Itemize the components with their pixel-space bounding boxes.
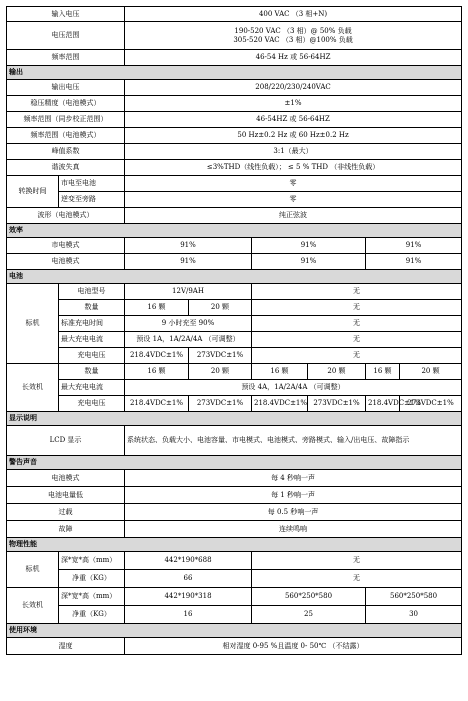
output-accuracy-label: 稳压精度（电池模式） xyxy=(7,96,125,112)
battery-charge-time-label: 标准充电时间 xyxy=(59,316,125,332)
row-lcd xyxy=(7,426,462,456)
input-range-line2: 305-520 VAC （3 相）@100% 负载 xyxy=(233,35,353,44)
alarm-fault-value: 连续鸣响 xyxy=(125,521,462,538)
input-range-line1: 190-520 VAC （3 相）@ 50% 负载 xyxy=(234,26,352,35)
battery-long-qty-label: 数量 xyxy=(59,364,125,380)
row-battery-qty-long xyxy=(7,364,462,380)
row-input-voltage xyxy=(7,7,462,22)
battery-long-label: 长效机 xyxy=(7,364,59,412)
physical-long-dims-label: 深*宽*高（mm） xyxy=(59,588,125,606)
section-battery-title: 电池 xyxy=(7,270,462,284)
row-battery-qty-standard xyxy=(7,300,462,316)
efficiency-mains-label: 市电模式 xyxy=(7,238,125,254)
row-physical-long-dims xyxy=(7,588,462,606)
alarm-battery-mode-label: 电池模式 xyxy=(7,470,125,487)
physical-std-dims-other: 无 xyxy=(252,552,462,570)
row-output-thd xyxy=(7,160,462,176)
input-voltage-value: 400 VAC （3 相+N) xyxy=(125,7,462,22)
input-freq-value: 46-54 Hz 或 56-64HZ xyxy=(125,50,462,66)
transfer-mains-value: 零 xyxy=(125,176,462,192)
alarm-battery-mode-value: 每 4 秒响一声 xyxy=(125,470,462,487)
section-alarm xyxy=(7,456,462,470)
physical-std-weight-other: 无 xyxy=(252,570,462,588)
row-battery-charge-voltage-long xyxy=(7,396,462,412)
row-output-freq-battery xyxy=(7,128,462,144)
row-alarm-fault xyxy=(7,521,462,538)
alarm-overload-label: 过载 xyxy=(7,504,125,521)
battery-long-qty-5: 16 颗 xyxy=(366,364,400,380)
output-sync-value: 46-54HZ 或 56-64HZ xyxy=(125,112,462,128)
lcd-value: 系统状态、负载大小、电池容量、市电模式、电池模式、旁路模式、输入/出电压、故障指示 xyxy=(125,426,462,456)
battery-std-charge-b: 273VDC±1% xyxy=(189,348,252,364)
battery-charge-voltage-label: 充电电压 xyxy=(59,348,125,364)
battery-long-max-current: 预设 4A，1A/2A/4A （可调整） xyxy=(125,380,462,396)
output-thd-label: 谐波失真 xyxy=(7,160,125,176)
row-alarm-low-battery xyxy=(7,487,462,504)
efficiency-mains-value-2: 91% xyxy=(252,238,366,254)
physical-long-label: 长效机 xyxy=(7,588,59,624)
battery-std-charge-a: 218.4VDC±1% xyxy=(125,348,189,364)
output-thd-value: ≤3%THD（线性负载）； ≤ 5 % THD （非线性负载） xyxy=(125,160,462,176)
physical-dims-label: 深*宽*高（mm） xyxy=(59,552,125,570)
section-alarm-title: 警告声音 xyxy=(7,456,462,470)
section-efficiency-title: 效率 xyxy=(7,224,462,238)
battery-std-max-current-other: 无 xyxy=(252,332,462,348)
row-output-crest xyxy=(7,144,462,160)
output-freq-battery-value: 50 Hz±0.2 Hz 或 60 Hz±0.2 Hz xyxy=(125,128,462,144)
section-environment xyxy=(7,624,462,638)
row-transfer-bypass xyxy=(7,192,462,208)
section-physical-title: 物理性能 xyxy=(7,538,462,552)
spec-table xyxy=(6,6,462,655)
efficiency-mains-value-3: 91% xyxy=(366,238,462,254)
physical-long-weight-1: 16 xyxy=(125,606,252,624)
battery-long-qty-2: 20 颗 xyxy=(189,364,252,380)
row-battery-charge-voltage-standard xyxy=(7,348,462,364)
battery-model-other: 无 xyxy=(252,284,462,300)
physical-std-dims: 442*190*688 xyxy=(125,552,252,570)
output-voltage-label: 输出电压 xyxy=(7,80,125,96)
section-output xyxy=(7,66,462,80)
physical-long-weight-3: 30 xyxy=(366,606,462,624)
row-physical-long-weight xyxy=(7,606,462,624)
battery-model-value: 12V/9AH xyxy=(125,284,252,300)
battery-qty-label: 数量 xyxy=(59,300,125,316)
battery-std-max-current: 预设 1A，1A/2A/4A （可调整） xyxy=(125,332,252,348)
output-crest-value: 3:1（最大） xyxy=(125,144,462,160)
battery-long-charge-2: 273VDC±1% xyxy=(189,396,252,412)
input-voltage-label: 输入电压 xyxy=(7,7,125,22)
alarm-fault-label: 故障 xyxy=(7,521,125,538)
efficiency-battery-value-1: 91% xyxy=(125,254,252,270)
battery-long-qty-6: 20 颗 xyxy=(400,364,462,380)
transfer-bypass-label: 逆变至旁路 xyxy=(59,192,125,208)
section-battery xyxy=(7,270,462,284)
output-crest-label: 峰值系数 xyxy=(7,144,125,160)
physical-long-dims-2: 560*250*580 xyxy=(252,588,366,606)
physical-long-dims-1: 442*190*318 xyxy=(125,588,252,606)
row-humidity xyxy=(7,638,462,655)
alarm-low-battery-value: 每 1 秒响一声 xyxy=(125,487,462,504)
efficiency-battery-value-2: 91% xyxy=(252,254,366,270)
output-accuracy-value: ±1% xyxy=(125,96,462,112)
transfer-time-label: 转换时间 xyxy=(7,176,59,208)
row-alarm-overload xyxy=(7,504,462,521)
alarm-overload-value: 每 0.5 秒响一声 xyxy=(125,504,462,521)
lcd-label: LCD 显示 xyxy=(7,426,125,456)
battery-long-charge-voltage-label: 充电电压 xyxy=(59,396,125,412)
battery-std-qty-b: 20 颗 xyxy=(189,300,252,316)
physical-long-dims-3: 560*250*580 xyxy=(366,588,462,606)
row-input-frequency xyxy=(7,50,462,66)
efficiency-mains-value-1: 91% xyxy=(125,238,252,254)
battery-long-max-current-label: 最大充电电流 xyxy=(59,380,125,396)
row-battery-max-current-long xyxy=(7,380,462,396)
humidity-label: 湿度 xyxy=(7,638,125,655)
row-efficiency-battery xyxy=(7,254,462,270)
input-range-label: 电压范围 xyxy=(7,22,125,50)
physical-long-weight-2: 25 xyxy=(252,606,366,624)
waveform-value: 纯正弦波 xyxy=(125,208,462,224)
transfer-bypass-value: 零 xyxy=(125,192,462,208)
battery-std-qty-other: 无 xyxy=(252,300,462,316)
section-display-title: 显示说明 xyxy=(7,412,462,426)
physical-standard-label: 标机 xyxy=(7,552,59,588)
battery-long-charge-6: 273VDC±1% xyxy=(400,396,462,412)
row-output-accuracy xyxy=(7,96,462,112)
battery-std-qty-a: 16 颗 xyxy=(125,300,189,316)
battery-long-qty-3: 16 颗 xyxy=(252,364,308,380)
battery-long-charge-5: 218.4VDC±1% xyxy=(366,396,400,412)
battery-charge-time-other: 无 xyxy=(252,316,462,332)
battery-long-qty-4: 20 颗 xyxy=(308,364,366,380)
output-freq-battery-label: 频率范围（电池模式） xyxy=(7,128,125,144)
battery-model-label: 电池型号 xyxy=(59,284,125,300)
row-waveform xyxy=(7,208,462,224)
row-input-range xyxy=(7,22,462,50)
row-efficiency-mains xyxy=(7,238,462,254)
section-display xyxy=(7,412,462,426)
battery-max-current-label: 最大充电电流 xyxy=(59,332,125,348)
section-efficiency xyxy=(7,224,462,238)
section-environment-title: 使用环境 xyxy=(7,624,462,638)
input-freq-label: 频率范围 xyxy=(7,50,125,66)
row-output-sync xyxy=(7,112,462,128)
row-output-voltage xyxy=(7,80,462,96)
physical-long-weight-label: 净重（KG） xyxy=(59,606,125,624)
output-sync-label: 频率范围（同步校正范围） xyxy=(7,112,125,128)
battery-long-charge-3: 218.4VDC±1% xyxy=(252,396,308,412)
row-transfer-mains xyxy=(7,176,462,192)
efficiency-battery-label: 电池模式 xyxy=(7,254,125,270)
physical-std-weight: 66 xyxy=(125,570,252,588)
battery-std-charge-other: 无 xyxy=(252,348,462,364)
output-voltage-value: 208/220/230/240VAC xyxy=(125,80,462,96)
input-range-value xyxy=(125,22,462,50)
section-output-title: 输出 xyxy=(7,66,462,80)
row-battery-model xyxy=(7,284,462,300)
row-battery-max-current-standard xyxy=(7,332,462,348)
row-alarm-battery-mode xyxy=(7,470,462,487)
battery-charge-time-value: 9 小时充至 90% xyxy=(125,316,252,332)
efficiency-battery-value-3: 91% xyxy=(366,254,462,270)
row-battery-charge-time xyxy=(7,316,462,332)
battery-long-charge-1: 218.4VDC±1% xyxy=(125,396,189,412)
waveform-label: 波形（电池模式） xyxy=(7,208,125,224)
physical-weight-label: 净重（KG） xyxy=(59,570,125,588)
humidity-value: 相对湿度 0-95 %且温度 0- 50℃ （不结露） xyxy=(125,638,462,655)
transfer-mains-label: 市电至电池 xyxy=(59,176,125,192)
section-physical xyxy=(7,538,462,552)
battery-long-qty-1: 16 颗 xyxy=(125,364,189,380)
battery-standard-label: 标机 xyxy=(7,284,59,364)
row-physical-std-weight xyxy=(7,570,462,588)
alarm-low-battery-label: 电池电量低 xyxy=(7,487,125,504)
row-physical-std-dims xyxy=(7,552,462,570)
battery-long-charge-4: 273VDC±1% xyxy=(308,396,366,412)
